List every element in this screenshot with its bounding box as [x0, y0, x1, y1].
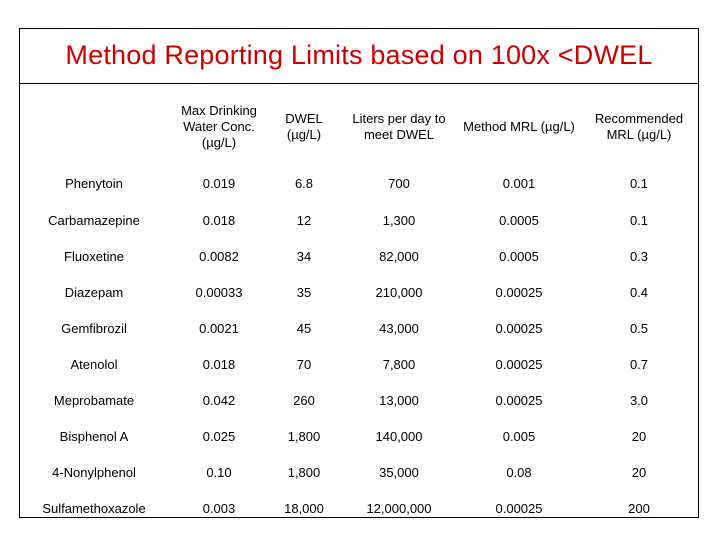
liters-per-day-cell: 700 [388, 175, 410, 191]
compound-cell: 4-Nonylphenol [52, 464, 136, 480]
liters-per-day-cell: 35,000 [379, 464, 419, 480]
compound-cell: Atenolol [70, 356, 118, 372]
recommended-mrl-cell: 0.4 [629, 284, 649, 300]
recommended-mrl-cell: 200 [628, 500, 650, 516]
method-mrl-cell: 0.08 [506, 464, 532, 480]
liters-per-day-cell: 43,000 [379, 320, 419, 336]
recommended-mrl-cell: 0.1 [629, 212, 649, 228]
method-mrl-cell: 0.00025 [495, 500, 543, 516]
max-conc-cell: 0.019 [202, 175, 236, 191]
compound-cell: Bisphenol A [59, 428, 129, 444]
method-mrl-cell: 0.0005 [499, 248, 539, 264]
table-header-row [19, 90, 699, 164]
header-compound [19, 90, 169, 164]
recommended-mrl-cell: 20 [631, 464, 647, 480]
table-row [19, 490, 699, 526]
recommended-mrl-cell: 0.1 [629, 175, 649, 191]
max-conc-cell: 0.003 [202, 500, 236, 516]
max-conc-cell: 0.025 [202, 428, 236, 444]
recommended-mrl-cell: 0.3 [629, 248, 649, 264]
liters-per-day-cell: 12,000,000 [366, 500, 432, 516]
dwel-cell: 260 [293, 392, 315, 408]
max-conc-cell: 0.0082 [199, 248, 239, 264]
method-mrl-cell: 0.001 [502, 175, 536, 191]
dwel-cell: 12 [296, 212, 312, 228]
liters-per-day-cell: 7,800 [382, 356, 416, 372]
liters-per-day-cell: 140,000 [375, 428, 423, 444]
recommended-mrl-cell: 0.5 [629, 320, 649, 336]
max-conc-cell: 0.018 [202, 212, 236, 228]
liters-per-day-cell: 82,000 [379, 248, 419, 264]
compound-cell: Meprobamate [53, 392, 135, 408]
max-conc-cell: 0.018 [202, 356, 236, 372]
table-row [19, 274, 699, 310]
max-conc-cell: 0.042 [202, 392, 236, 408]
liters-per-day-cell: 1,300 [382, 212, 416, 228]
header-dwel: DWEL (µg/L) [285, 111, 323, 142]
header-method-mrl: Method MRL (µg/L) [463, 119, 575, 134]
method-mrl-cell: 0.00025 [495, 320, 543, 336]
max-conc-cell: 0.10 [206, 464, 232, 480]
dwel-cell: 1,800 [287, 428, 321, 444]
recommended-mrl-cell: 20 [631, 428, 647, 444]
method-mrl-cell: 0.005 [502, 428, 536, 444]
compound-cell: Sulfamethoxazole [42, 500, 146, 516]
max-conc-cell: 0.00033 [195, 284, 243, 300]
table-row [19, 238, 699, 274]
table-row [19, 454, 699, 490]
table-row [19, 346, 699, 382]
header-max-drinking-water-conc: Max Drinking Water Conc. (µg/L) [181, 103, 257, 150]
dwel-cell: 35 [296, 284, 312, 300]
method-mrl-cell: 0.00025 [495, 284, 543, 300]
table-row [19, 418, 699, 454]
table-row [19, 164, 699, 202]
compound-cell: Fluoxetine [64, 248, 124, 264]
slide-title: Method Reporting Limits based on 100x <DWEL [65, 40, 653, 70]
table-row [19, 382, 699, 418]
table-row [19, 202, 699, 238]
compound-cell: Diazepam [64, 284, 124, 300]
mrl-table [19, 90, 699, 526]
dwel-cell: 18,000 [284, 500, 324, 516]
liters-per-day-cell: 210,000 [375, 284, 423, 300]
table-body [19, 164, 699, 526]
header-liters-per-day: Liters per day to meet DWEL [352, 111, 446, 142]
dwel-cell: 6.8 [294, 175, 314, 191]
header-recommended-mrl: Recommended MRL (µg/L) [594, 111, 684, 142]
compound-cell: Gemfibrozil [61, 320, 127, 336]
method-mrl-cell: 0.0005 [499, 212, 539, 228]
recommended-mrl-cell: 0.7 [629, 356, 649, 372]
table-row [19, 310, 699, 346]
dwel-cell: 45 [296, 320, 312, 336]
recommended-mrl-cell: 3.0 [629, 392, 649, 408]
dwel-cell: 70 [296, 356, 312, 372]
method-mrl-cell: 0.00025 [495, 392, 543, 408]
dwel-cell: 1,800 [287, 464, 321, 480]
title-box [19, 28, 699, 84]
compound-cell: Phenytoin [65, 175, 123, 191]
max-conc-cell: 0.0021 [199, 320, 239, 336]
dwel-cell: 34 [296, 248, 312, 264]
liters-per-day-cell: 13,000 [379, 392, 419, 408]
compound-cell: Carbamazepine [48, 212, 140, 228]
method-mrl-cell: 0.00025 [495, 356, 543, 372]
